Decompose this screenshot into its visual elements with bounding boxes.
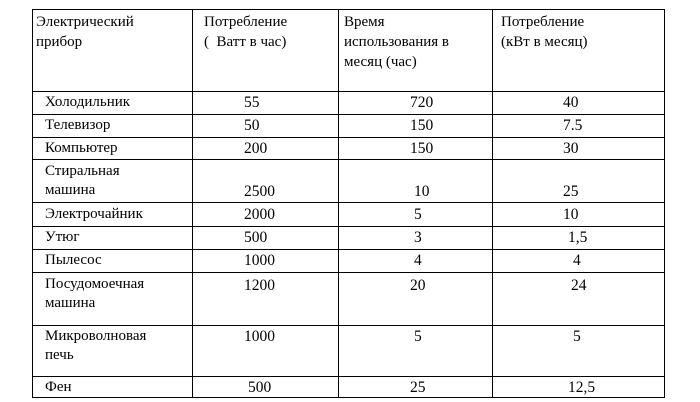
power-value: 1000 (244, 328, 275, 345)
hours-value: 150 (410, 117, 434, 134)
power-value: 200 (244, 140, 268, 157)
hours-value: 4 (414, 252, 422, 269)
header-line: Время (344, 14, 385, 30)
device-name-line: машина (45, 182, 96, 198)
device-name-line: печь (45, 347, 74, 363)
kwh-value: 1,5 (568, 229, 588, 246)
row-divider (33, 114, 664, 115)
header-line: ( Ватт в час) (204, 34, 287, 50)
kwh-value: 4 (573, 252, 581, 269)
device-name: Утюг (45, 229, 80, 245)
kwh-value: 5 (573, 328, 581, 345)
device-name (45, 275, 144, 313)
device-name (45, 327, 146, 365)
power-value: 1000 (244, 252, 275, 269)
power-value: 1200 (244, 277, 275, 294)
row-divider (33, 272, 664, 273)
hours-value: 720 (410, 94, 434, 111)
header-kwh (501, 12, 588, 52)
device-name-line: Посудомоечная (45, 276, 145, 292)
row-divider (33, 137, 664, 138)
hours-value: 25 (410, 379, 426, 396)
energy-consumption-table (32, 9, 665, 398)
kwh-value: 10 (563, 206, 579, 223)
hours-value: 150 (410, 140, 434, 157)
row-divider (33, 202, 664, 203)
column-divider (492, 10, 493, 397)
row-divider (33, 325, 664, 326)
device-name: Компьютер (45, 140, 118, 156)
hours-value: 10 (414, 183, 430, 200)
header-line: (кВт в месяц) (501, 34, 588, 50)
header-device (36, 12, 134, 52)
kwh-value: 7.5 (563, 117, 583, 134)
device-name-line: машина (45, 295, 96, 311)
header-hours (344, 12, 449, 72)
hours-value: 20 (410, 277, 426, 294)
device-name: Холодильник (45, 94, 131, 110)
row-divider (33, 226, 664, 227)
device-name: Пылесос (45, 252, 102, 268)
device-name (45, 162, 120, 200)
device-name: Фен (45, 379, 72, 395)
row-divider (33, 376, 664, 377)
device-name-line: Микроволновая (45, 328, 147, 344)
power-value: 2500 (244, 183, 275, 200)
row-divider (33, 159, 664, 160)
device-name: Электрочайник (45, 206, 143, 222)
kwh-value: 25 (563, 183, 579, 200)
power-value: 55 (244, 94, 260, 111)
header-line: Потребление (501, 14, 585, 30)
power-value: 500 (248, 379, 272, 396)
header-power (204, 12, 287, 52)
column-divider (338, 10, 339, 397)
kwh-value: 30 (563, 140, 579, 157)
header-line: Электрический (36, 14, 134, 30)
kwh-value: 40 (563, 94, 579, 111)
row-divider (33, 249, 664, 250)
header-line: прибор (36, 34, 83, 50)
column-divider (192, 10, 193, 397)
hours-value: 3 (414, 229, 422, 246)
power-value: 500 (244, 229, 268, 246)
hours-value: 5 (414, 206, 422, 223)
kwh-value: 24 (571, 277, 587, 294)
device-name-line: Стиральная (45, 163, 120, 179)
hours-value: 5 (414, 328, 422, 345)
power-value: 2000 (244, 206, 275, 223)
power-value: 50 (244, 117, 260, 134)
row-divider (33, 91, 664, 92)
header-line: Потребление (204, 14, 288, 30)
device-name: Телевизор (45, 117, 111, 133)
header-line: использования в (344, 34, 450, 50)
kwh-value: 12,5 (568, 379, 596, 396)
header-line: месяц (час) (344, 54, 417, 70)
